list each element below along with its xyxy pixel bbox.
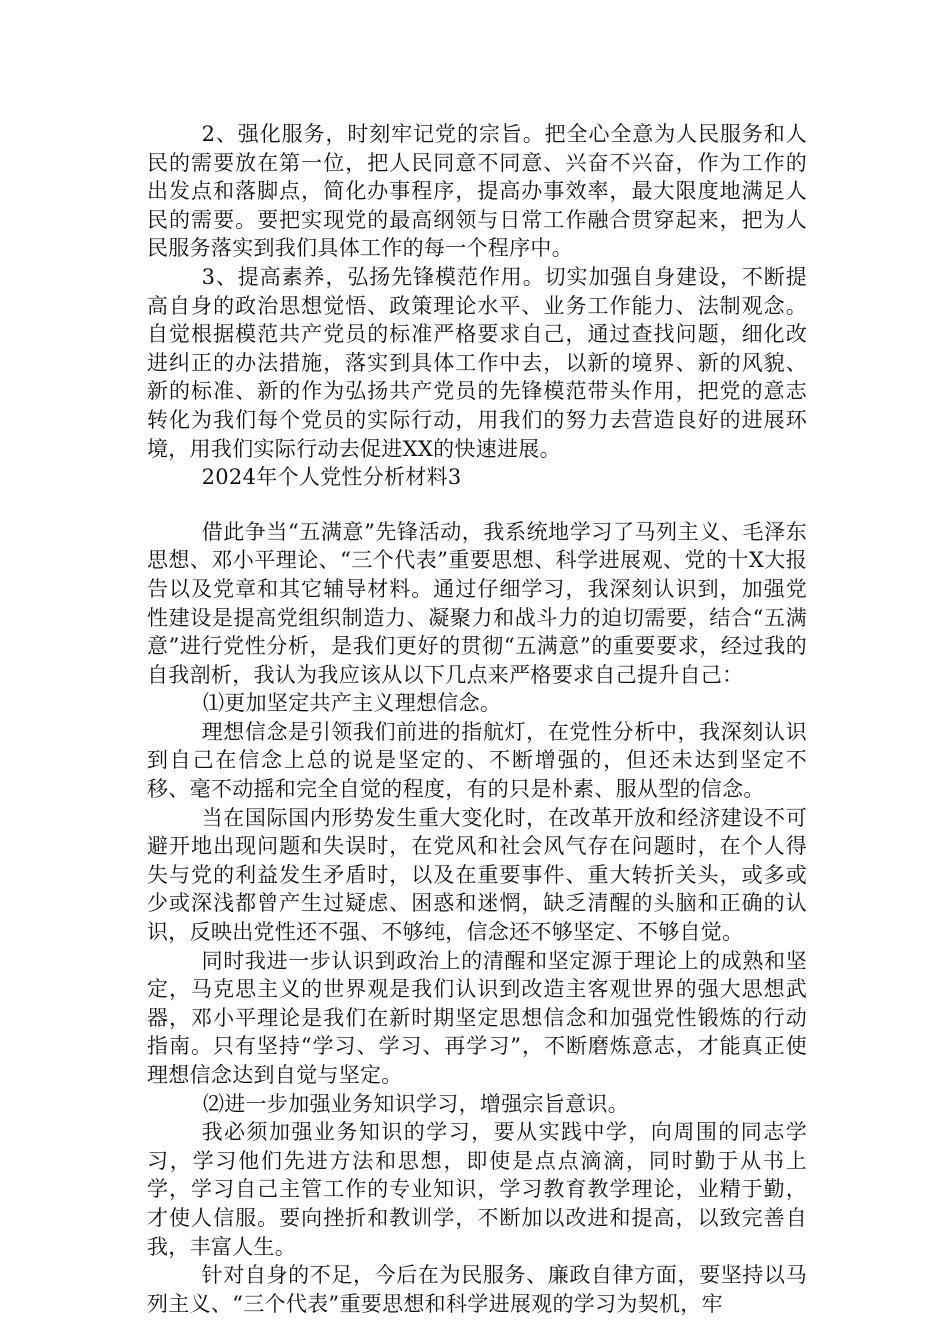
paragraph-ideals: 理想信念是引领我们前进的指航灯，在党性分析中，我深刻认识到自己在信念上总的说是坚定的、不断增强的，但还未达到坚定不移、毫不动摇和完全自觉的程度，有的只是朴素、服从型的信念。	[147, 719, 807, 802]
subheading-study: ⑵进一步加强业务知识学习，增强宗旨意识。	[203, 1091, 629, 1116]
paragraph-improvement: 针对自身的不足，今后在为民服务、廉政自律方面，要坚持以马列主义、“三个代表”重要思想和科学进展观的学习为契机，牢	[147, 1263, 807, 1316]
document-body	[147, 120, 807, 1318]
blank-line	[147, 492, 807, 518]
subheading-ideals: ⑴更加坚定共产主义理想信念。	[203, 691, 502, 716]
paragraph-situation: 当在国际国内形势发生重大变化时，在改革开放和经济建设不可避开地出现问题和失误时，在党风和社会风气存在问题时，在个人得失与党的利益发生矛盾时，以及在重要事件、重大转折关头，或多或少或深浅都曾产生过疑虑、困惑和迷惘，缺乏清醒的头脑和正确的认识，反映出党性还不强、不够纯，信念还不够坚定、不够自觉。	[147, 805, 807, 945]
paragraph-study: 我必须加强业务知识的学习，要从实践中学，向周围的同志学习，学习他们先进方法和思想，即使是点点滴滴，同时勤于从书上学，学习自己主管工作的专业知识，学习教育教学理论，业精于勤，才使人信服。要向挫折和教训学，不断加以改进和提高，以致完善自我，丰富人生。	[147, 1120, 807, 1259]
paragraph-service: 2、强化服务，时刻牢记党的宗旨。把全心全意为人民服务和人民的需要放在第一位，把人民同意不同意、兴奋不兴奋，作为工作的出发点和落脚点，简化办事程序，提高办事效率，最大限度地满足人民的需要。要把实现党的最高纲领与日常工作融合贯穿起来，把为人民服务落实到我们具体工作的每一个程序中。	[147, 122, 807, 261]
paragraph-intro: 借此争当“五满意”先锋活动，我系统地学习了马列主义、毛泽东思想、邓小平理论、“三个代表”重要思想、科学进展观、党的十X大报告以及党章和其它辅导材料。通过仔细学习，我深刻认识到，加强党性建设是提高党组织制造力、凝聚力和战斗力的迫切需要，结合“五满意”进行党性分析，是我们更好的贯彻“五满意”的重要要求，经过我的自我剖析，我认为我应该从以下几点来严格要求自己提升自己：	[147, 519, 807, 687]
paragraph-theory: 同时我进一步认识到政治上的清醒和坚定源于理论上的成熟和坚定，马克思主义的世界观是我们认识到改造主客观世界的强大思想武器，邓小平理论是我们在新时期坚定思想信念和加强党性锻炼的行动指南。只有坚持“学习、学习、再学习”，不断磨炼意志，才能真正使理想信念达到自觉与坚定。	[147, 948, 807, 1087]
paragraph-quality: 3、提高素养，弘扬先锋模范作用。切实加强自身建设，不断提高自身的政治思想觉悟、政策理论水平、业务工作能力、法制观念。自觉根据模范共产党员的标准严格要求自己，通过查找问题，细化改进纠正的办法措施，落实到具体工作中去，以新的境界、新的风貌、新的标准、新的作为弘扬共产党员的先锋模范带头作用，把党的意志转化为我们每个党员的实际行动，用我们的努力去营造良好的进展环境，用我们实际行动去促进XX的快速进展。	[147, 264, 807, 461]
section-title: 2024年个人党性分析材料3	[201, 465, 462, 490]
